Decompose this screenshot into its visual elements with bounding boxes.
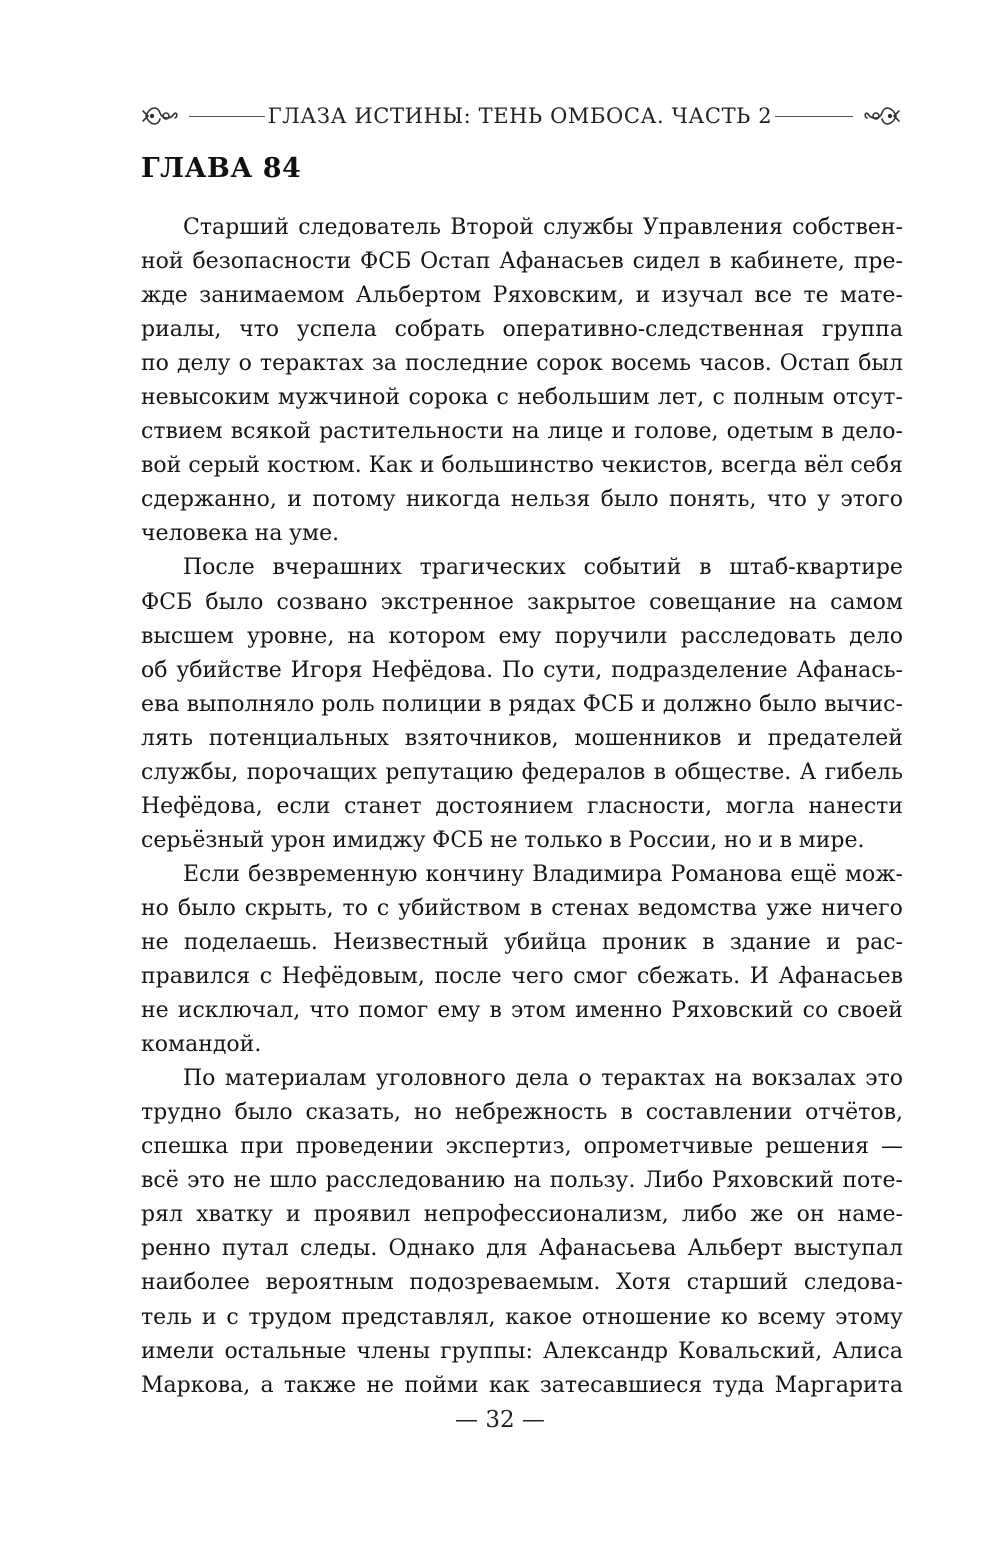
text-line: Нефёдова, если станет достоянием гласности, могла нанести (141, 793, 903, 819)
text-line: но было скрыть, то с убийством в стенах ведомства уже ничего (141, 895, 903, 921)
text-line: ренно путал следы. Однако для Афанасьева Альберт выступал (141, 1236, 903, 1262)
text-line: ной безопасности ФСБ Остап Афанасьев сидел в кабинете, пре- (141, 249, 903, 275)
text-line: не поделаешь. Неизвестный убийца проник в здание и рас- (141, 929, 903, 955)
page-number: — 32 — (455, 1407, 545, 1433)
text-line: об убийстве Игоря Нефёдова. По сути, подразделение Афанась- (141, 657, 903, 683)
header-rule-right (775, 116, 853, 117)
text-line: После вчерашних трагических событий в штаб-квартире (183, 555, 903, 581)
text-line: тель и с трудом представлял, какое отношение ко всему этому (141, 1304, 903, 1330)
text-line: сдержанно, и потому никогда нельзя было понять, что у этого (141, 487, 903, 513)
text-line: ева выполняло роль полиции в рядах ФСБ и должно было вычис- (141, 691, 903, 717)
text-line: лять потенциальных взяточников, мошенников и предателей (141, 725, 903, 751)
text-line: высшем уровне, на котором ему поручили расследовать дело (141, 623, 903, 649)
text-line: вой серый костюм. Как и большинство чекистов, всегда вёл себя (141, 453, 903, 479)
text-line: службы, порочащих репутацию федералов в обществе. А гибель (141, 759, 903, 785)
text-line: ствием всякой растительности на лице и голове, одетым в дело- (141, 419, 903, 445)
text-line: риалы, что успела собрать оперативно-следственная группа (141, 317, 903, 343)
text-line: По материалам уголовного дела о терактах на вокзалах это (183, 1066, 903, 1092)
chapter-title: ГЛАВА 84 (141, 153, 302, 184)
text-line: ФСБ было созвано экстренное закрытое совещание на самом (141, 589, 903, 615)
running-title: ГЛАЗА ИСТИНЫ: ТЕНЬ ОМБОСА. ЧАСТЬ 2 (267, 104, 773, 128)
text-line: человека на уме. (141, 521, 340, 547)
text-line: по делу о терактах за последние сорок восемь часов. Остап был (141, 351, 903, 377)
text-line: трудно было сказать, но небрежность в составлении отчётов, (141, 1100, 903, 1126)
header-rule-left (189, 116, 265, 117)
fleuron-right-icon (862, 101, 902, 131)
text-line: Старший следователь Второй службы Управления собствен- (183, 215, 903, 240)
text-line: жде занимаемом Альбертом Ряховским, и изучал все те мате- (141, 283, 903, 309)
text-line: Если безвременную кончину Владимира Романова ещё мож- (183, 861, 903, 887)
chapter-text (141, 211, 903, 1403)
text-line: серьёзный урон имиджу ФСБ не только в России, но и в мире. (141, 827, 865, 853)
text-line: рял хватку и проявил непрофессионализм, либо же он наме- (141, 1202, 903, 1228)
text-line: невысоким мужчиной сорока с небольшим лет, с полным отсут- (141, 385, 903, 411)
text-line: не исключал, что помог ему в этом именно Ряховский со своей (141, 998, 903, 1024)
text-line: командой. (141, 1032, 262, 1058)
text-line: всё это не шло расследованию на пользу. Либо Ряховский поте- (141, 1168, 903, 1194)
text-line: правился с Нефёдовым, после чего смог сбежать. И Афанасьев (141, 964, 903, 990)
text-line: спешка при проведении экспертиз, опрометчивые решения — (141, 1134, 903, 1160)
fleuron-left-icon (140, 101, 180, 131)
text-line: имели остальные члены группы: Александр Ковальский, Алиса (141, 1338, 903, 1364)
running-header (140, 96, 902, 136)
text-line: Маркова, а также не пойми как затесавшиеся туда Маргарита (141, 1372, 903, 1398)
text-line: наиболее вероятным подозреваемым. Хотя старший следова- (141, 1270, 903, 1296)
